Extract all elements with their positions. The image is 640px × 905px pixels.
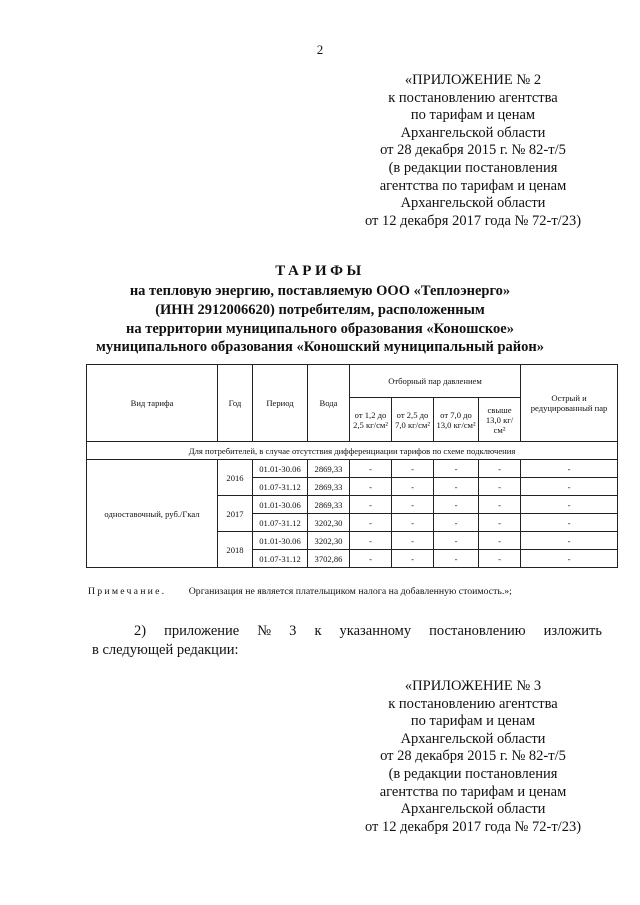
appendix-3-header xyxy=(318,678,628,836)
steam-cell: - xyxy=(434,478,479,496)
title-line: (ИНН 2912006620) потребителям, расположенным xyxy=(155,301,485,318)
appendix-line: от 28 декабря 2015 г. № 82-т/5 xyxy=(380,142,566,159)
water-cell: 3202,30 xyxy=(308,514,350,532)
steam-cell: - xyxy=(392,460,434,478)
steam-cell: - xyxy=(434,514,479,532)
appendix-line: (в редакции постановления xyxy=(388,765,558,782)
appendix-line: от 12 декабря 2017 года № 72-т/23) xyxy=(364,212,582,229)
appendix-line: по тарифам и ценам xyxy=(410,107,536,124)
header-tariff-type: Вид тарифа xyxy=(87,365,218,442)
period-cell: 01.07-31.12 xyxy=(253,478,308,496)
steam-cell: - xyxy=(479,460,521,478)
water-cell: 2869,33 xyxy=(308,478,350,496)
sharp-steam-cell: - xyxy=(521,550,618,568)
sharp-steam-cell: - xyxy=(521,496,618,514)
note-label: Примечание. xyxy=(88,586,167,597)
appendix-line: Архангельской области xyxy=(400,124,546,141)
amendment-paragraph xyxy=(92,622,602,660)
header-steam-3: от 7,0 до 13,0 кг/см² xyxy=(434,398,479,442)
steam-cell: - xyxy=(392,514,434,532)
tariff-table xyxy=(86,364,618,568)
paragraph-line-1 xyxy=(92,622,602,641)
header-steam-2: от 2,5 до 7,0 кг/см² xyxy=(392,398,434,442)
header-period: Период xyxy=(253,365,308,442)
header-steam-4: свыше 13,0 кг/см² xyxy=(479,398,521,442)
appendix-line: «ПРИЛОЖЕНИЕ № 2 xyxy=(404,72,542,88)
steam-cell: - xyxy=(434,496,479,514)
header-water: Вода xyxy=(308,365,350,442)
paragraph-word: № xyxy=(257,623,272,639)
appendix-line: от 12 декабря 2017 года № 72-т/23) xyxy=(364,818,582,835)
steam-cell: - xyxy=(350,532,392,550)
paragraph-word: 2) xyxy=(134,623,147,639)
water-cell: 3702,86 xyxy=(308,550,350,568)
steam-cell: - xyxy=(350,514,392,532)
header-year: Год xyxy=(218,365,253,442)
period-cell: 01.01-30.06 xyxy=(253,460,308,478)
title-line: на территории муниципального образования «Коношское» xyxy=(125,320,514,337)
steam-cell: - xyxy=(392,550,434,568)
steam-cell: - xyxy=(434,532,479,550)
appendix-line: Архангельской области xyxy=(400,195,546,212)
year-cell: 2016 xyxy=(218,460,253,496)
water-cell: 3202,30 xyxy=(308,532,350,550)
steam-cell: - xyxy=(434,460,479,478)
header-steam-1: от 1,2 до 2,5 кг/см² xyxy=(350,398,392,442)
sharp-steam-cell: - xyxy=(521,460,618,478)
sharp-steam-cell: - xyxy=(521,478,618,496)
paragraph-word: приложение xyxy=(164,623,240,639)
sharp-steam-cell: - xyxy=(521,532,618,550)
page-number: 2 xyxy=(316,42,324,57)
steam-cell: - xyxy=(350,496,392,514)
steam-cell: - xyxy=(434,550,479,568)
paragraph-line-2: в следующей редакции: xyxy=(92,642,239,658)
steam-cell: - xyxy=(479,478,521,496)
appendix-line: агентства по тарифам и ценам xyxy=(379,783,567,800)
steam-cell: - xyxy=(350,550,392,568)
year-cell: 2018 xyxy=(218,532,253,568)
appendix-line: по тарифам и ценам xyxy=(410,713,536,730)
water-cell: 2869,33 xyxy=(308,460,350,478)
title-line: муниципального образования «Коношский муниципальный район» xyxy=(95,339,544,356)
paragraph-word: изложить xyxy=(543,623,602,639)
appendix-line: к постановлению агентства xyxy=(388,695,558,712)
document-title xyxy=(0,260,640,357)
paragraph-word: 3 xyxy=(289,623,297,639)
steam-cell: - xyxy=(392,532,434,550)
steam-cell: - xyxy=(479,496,521,514)
steam-cell: - xyxy=(350,478,392,496)
appendix-line: к постановлению агентства xyxy=(388,89,558,106)
paragraph-word: постановлению xyxy=(429,623,526,639)
appendix-line: Архангельской области xyxy=(400,801,546,818)
appendix-line: агентства по тарифам и ценам xyxy=(379,177,567,194)
appendix-2-header xyxy=(318,72,628,230)
period-cell: 01.01-30.06 xyxy=(253,496,308,514)
section-label: Для потребителей, в случае отсутствия дифференциации тарифов по схеме подключения xyxy=(87,442,618,460)
steam-cell: - xyxy=(479,550,521,568)
table-row xyxy=(87,460,618,478)
title-heading: ТАРИФЫ xyxy=(275,263,365,279)
steam-cell: - xyxy=(479,514,521,532)
steam-cell: - xyxy=(479,532,521,550)
tariff-name: одноставочный, руб./Гкал xyxy=(87,460,218,568)
note-text: Организация не является плательщиком налога на добавленную стоимость.»; xyxy=(188,586,512,597)
paragraph-word: к xyxy=(314,623,322,639)
header-selected-steam: Отборный пар давлением xyxy=(350,365,521,398)
sharp-steam-cell: - xyxy=(521,514,618,532)
appendix-line: «ПРИЛОЖЕНИЕ № 3 xyxy=(404,678,542,694)
water-cell: 2869,33 xyxy=(308,496,350,514)
appendix-line: Архангельской области xyxy=(400,730,546,747)
steam-cell: - xyxy=(392,478,434,496)
note xyxy=(88,586,512,597)
appendix-line: от 28 декабря 2015 г. № 82-т/5 xyxy=(380,748,566,765)
period-cell: 01.07-31.12 xyxy=(253,514,308,532)
steam-cell: - xyxy=(392,496,434,514)
period-cell: 01.01-30.06 xyxy=(253,532,308,550)
steam-cell: - xyxy=(350,460,392,478)
period-cell: 01.07-31.12 xyxy=(253,550,308,568)
title-line: на тепловую энергию, поставляемую ООО «Теплоэнерго» xyxy=(129,283,511,299)
appendix-line: (в редакции постановления xyxy=(388,159,558,176)
paragraph-word: указанному xyxy=(339,623,412,639)
year-cell: 2017 xyxy=(218,496,253,532)
header-sharp-steam: Острый и редуцированный пар xyxy=(521,365,618,442)
